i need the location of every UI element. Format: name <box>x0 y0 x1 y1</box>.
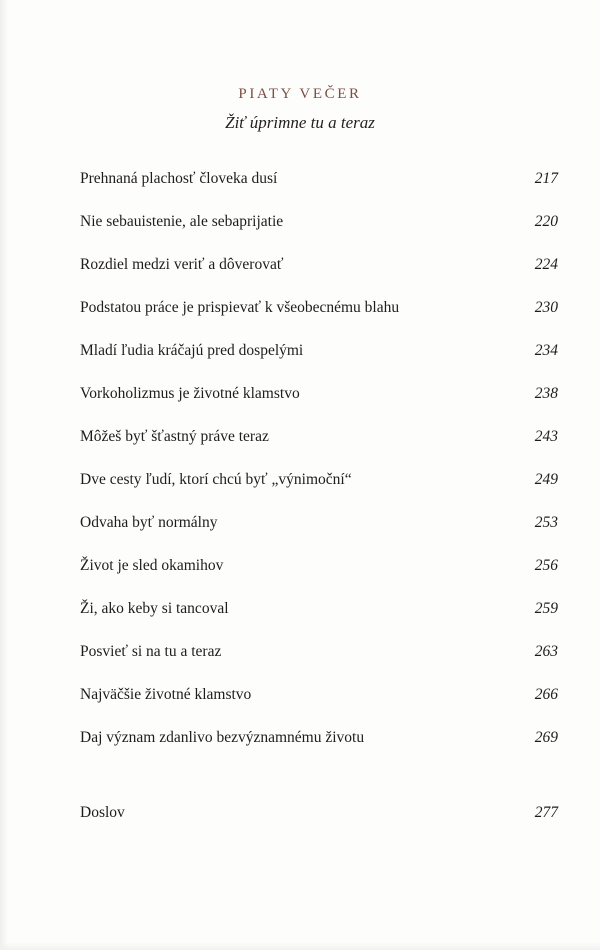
toc-entry-page-number: 253 <box>534 514 558 531</box>
toc-entry-title: Môžeš byť šťastný práve teraz <box>80 428 269 445</box>
toc-entry-title: Odvaha byť normálny <box>80 514 218 531</box>
toc-entry-page-number: 238 <box>534 385 558 402</box>
toc-entry <box>80 426 558 448</box>
toc-entry <box>80 340 558 362</box>
toc-entry-title: Posvieť si na tu a teraz <box>80 643 222 660</box>
toc-entry <box>80 168 558 190</box>
toc-entry <box>80 512 558 534</box>
toc-entry-page-number: 217 <box>534 170 558 187</box>
toc-entry <box>80 254 558 276</box>
part-title: PIATY VEČER <box>238 86 362 102</box>
toc-entry <box>80 555 558 577</box>
toc-entry-page-number: 256 <box>534 557 558 574</box>
toc-entry <box>80 641 558 663</box>
page-edge-shadow <box>0 0 8 950</box>
toc-entry <box>80 598 558 620</box>
toc-entry-page-number: 220 <box>534 213 558 230</box>
toc-entry-page-number: 266 <box>534 686 558 703</box>
toc-entry-page-number: 249 <box>534 471 558 488</box>
toc-entry-page-number: 259 <box>534 600 558 617</box>
toc-entry-title: Podstatou práce je prispievať k všeobecnému blahu <box>80 299 400 316</box>
toc-entry <box>80 684 558 706</box>
toc-entry-page-number: 230 <box>534 299 558 316</box>
toc-entry-title: Najväčšie životné klamstvo <box>80 686 252 703</box>
toc-entry-page-number: 269 <box>534 729 558 746</box>
toc-entry <box>80 297 558 319</box>
toc-entry <box>80 383 558 405</box>
page-bottom-edge <box>0 942 600 950</box>
part-subtitle: Žiť úprimne tu a teraz <box>225 113 375 132</box>
toc-entry-title: Život je sled okamihov <box>80 557 224 574</box>
toc-entry <box>80 727 558 749</box>
toc-entry-title: Daj význam zdanlivo bezvýznamnému životu <box>80 729 365 746</box>
toc-entry-page-number: 277 <box>534 804 558 821</box>
toc-entry-title: Nie sebauistenie, ale sebaprijatie <box>80 213 284 230</box>
toc-entry-page-number: 243 <box>534 428 558 445</box>
toc-entry-title: Mladí ľudia kráčajú pred dospelými <box>80 342 304 359</box>
toc-entry-title: Dve cesty ľudí, ktorí chcú byť „výnimoční“ <box>80 471 352 488</box>
toc-entry-title: Ži, ako keby si tancoval <box>80 600 229 617</box>
toc-entry-title: Rozdiel medzi veriť a dôverovať <box>80 256 284 273</box>
toc-entry-page-number: 263 <box>534 643 558 660</box>
toc-entry-title: Vorkoholizmus je životné klamstvo <box>80 385 300 402</box>
toc-entry <box>80 469 558 491</box>
toc-entry <box>80 211 558 233</box>
toc-entry-title: Prehnaná plachosť človeka dusí <box>80 170 278 187</box>
toc-entry-page-number: 224 <box>534 256 558 273</box>
toc-entry-page-number: 234 <box>534 342 558 359</box>
toc-entry-title: Doslov <box>80 804 125 821</box>
toc-entry-afterword <box>80 802 558 824</box>
